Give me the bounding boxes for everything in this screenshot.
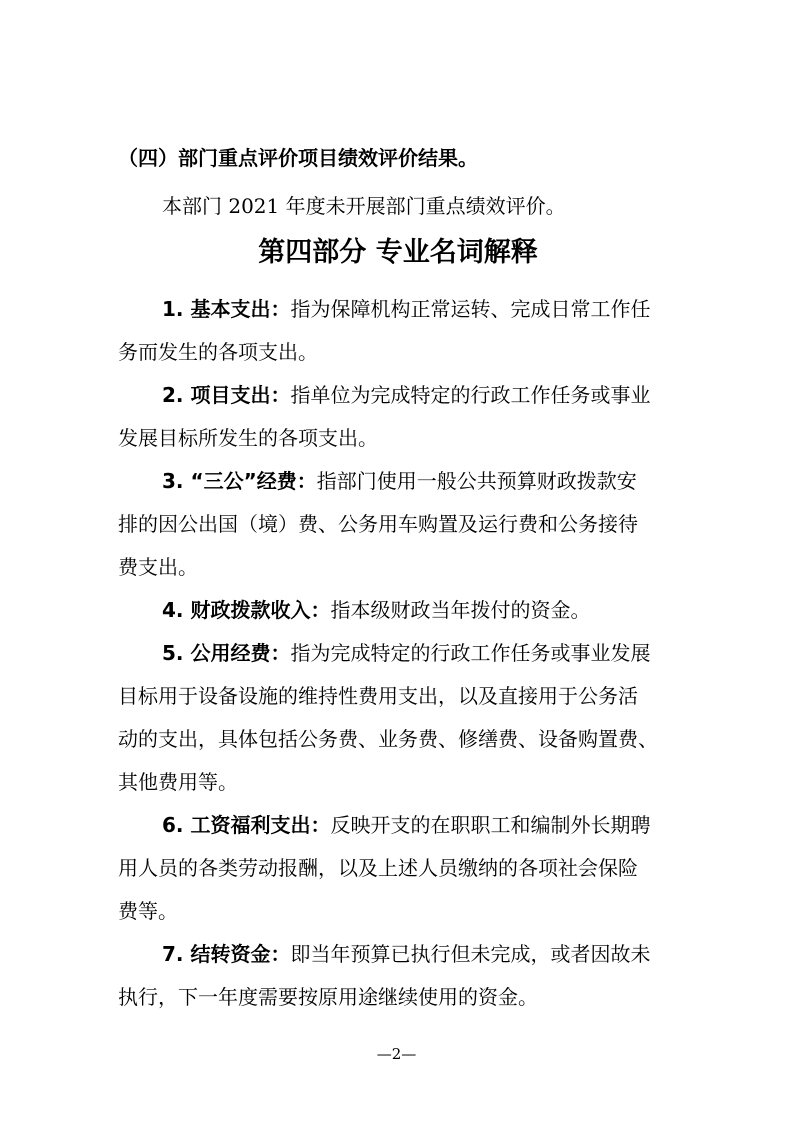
term-7-label: 7. 结转资金： [162, 942, 291, 966]
term-6-definition-line-2: 用人员的各类劳动报酬，以及上述人员缴纳的各项社会保险 [118, 856, 638, 880]
term-1-definition-line-2: 务而发生的各项支出。 [118, 340, 318, 364]
term-3-first-line [162, 469, 678, 493]
term-4-label: 4. 财政拨款收入： [162, 598, 331, 622]
term-1-definition-line-1: 指为保障机构正常运转、完成日常工作任 [290, 297, 651, 321]
term-6-definition-line-3: 费等。 [118, 899, 178, 923]
term-5-definition-line-4: 其他费用等。 [118, 770, 238, 794]
term-7-definition-line-1: 即当年预算已执行但未完成，或者因故未 [290, 942, 651, 966]
term-6-label: 6. 工资福利支出： [162, 813, 331, 837]
term-2-label: 2. 项目支出： [162, 383, 291, 407]
term-7-first-line [162, 942, 678, 966]
term-5-definition-line-2: 目标用于设备设施的维持性费用支出，以及直接用于公务活 [118, 684, 638, 708]
term-2-definition-line-1: 指单位为完成特定的行政工作任务或事业 [290, 383, 651, 407]
term-5-first-line [162, 641, 678, 665]
page-number: —2— [376, 1045, 417, 1063]
term-2-definition-line-2: 发展目标所发生的各项支出。 [118, 426, 378, 450]
term-6-definition-line-1: 反映开支的在职职工和编制外长期聘 [330, 813, 651, 837]
subsection-heading: （四）部门重点评价项目绩效评价结果。 [118, 146, 478, 170]
term-4-first-line [162, 598, 678, 622]
term-7-definition-line-2: 执行，下一年度需要按原用途继续使用的资金。 [118, 985, 538, 1009]
term-3-definition-line-1: 指部门使用一般公共预算财政拨款安 [316, 469, 637, 493]
term-5-definition-line-3: 动的支出，具体包括公务费、业务费、修缮费、设备购置费、 [118, 727, 658, 751]
term-2-first-line [162, 383, 678, 407]
term-4-definition-line-1: 指本级财政当年拨付的资金。 [330, 598, 591, 622]
term-3-definition-line-3: 费支出。 [118, 555, 198, 579]
section-title: 第四部分 专业名词解释 [258, 237, 538, 268]
term-5-label: 5. 公用经费： [162, 641, 291, 665]
term-1-label: 1. 基本支出： [162, 297, 291, 321]
term-3-definition-line-2: 排的因公出国（境）费、公务用车购置及运行费和公务接待 [118, 512, 638, 536]
term-6-first-line [162, 813, 678, 837]
intro-paragraph: 本部门 2021 年度未开展部门重点绩效评价。 [162, 194, 566, 218]
term-1-first-line [162, 297, 678, 321]
term-5-definition-line-1: 指为完成特定的行政工作任务或事业发展 [290, 641, 651, 665]
term-3-label: 3. “三公”经费： [162, 469, 317, 493]
